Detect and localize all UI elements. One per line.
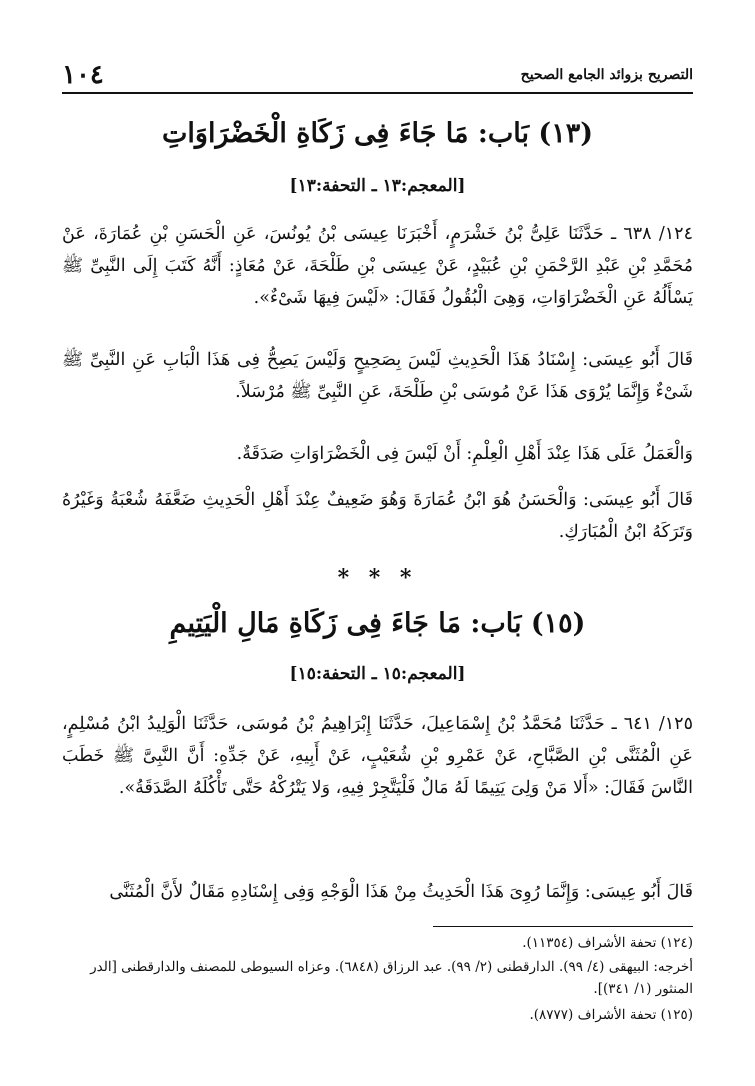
hadith-125: ١٢٥/ ٦٤١ ـ حَدَّثَنَا مُحَمَّدُ بْنُ إِسْمَاعِيلَ، حَدَّثَنَا إِبْرَاهِيمُ بْنُ مُوسَى، حَدَّثَنَا الْوَلِيدُ ابْنُ مُسْلِمٍ، عَنِ الْمُثَنَّى بْنِ الصَّبَّاحِ، عَنْ عَمْرِو بْنِ شُعَيْبٍ، عَنْ أَبِيهِ، عَنْ جَدِّهِ: أَنَّ النَّبِىَّ ﷺ خَطَبَ النَّاسَ فَقَالَ: «أَلا مَنْ وَلِىَ يَتِيمًا لَهُ مَالٌ فَلْيَتَّجِرْ فِيهِ، وَلا يَتْرُكْهُ حَتَّى تَأْكُلَهُ الصَّدَقَةُ». bbox=[62, 714, 693, 798]
chapter-heading-15: (١٥) بَاب: مَا جَاءَ فِى زَكَاةِ مَالِ الْيَتِيمِ bbox=[169, 608, 586, 639]
hadith-124: ١٢٤/ ٦٣٨ ـ حَدَّثَنَا عَلِىُّ بْنُ خَشْرَمٍ، أَخْبَرَنَا عِيسَى بْنُ يُونُسَ، عَنِ الْحَسَنِ بْنِ عُمَارَةَ، عَنْ مُحَمَّدِ بْنِ عَبْدِ الرَّحْمَنِ بْنِ عُبَيْدٍ، عَنْ عِيسَى بْنِ طَلْحَةَ، عَنْ مُعَاذٍ: أَنَّهُ كَتَبَ إِلَى النَّبِىِّ ﷺ يَسْأَلُهُ عَنِ الْخَضْرَاوَاتِ، وَهِىَ الْبُقُولُ فَقَالَ: «لَيْسَ فِيهَا شَىْءٌ». bbox=[62, 224, 693, 308]
book-title: التصريح بزوائد الجامع الصحيح bbox=[520, 67, 693, 83]
section-separator: * * * bbox=[337, 565, 418, 591]
footnote-124-sources: أخرجه: البيهقى (٤/ ٩٩). الدارقطنى (٢/ ٩٩). عبد الرزاق (٦٨٤٨). وعزاه السيوطى للمصنف والدارقطنى [الدر المنثور (١/ ٣٤١)]. bbox=[90, 959, 693, 997]
commentary-124-isnad: قَالَ أَبُو عِيسَى: إِسْنَادُ هَذَا الْحَدِيثِ لَيْسَ بِصَحِيحٍ وَلَيْسَ يَصِحُّ فِى هَذَا الْبَابِ عَنِ النَّبِىِّ ﷺ شَىْءٌ وَإِنَّمَا يُرْوَى هَذَا عَنْ مُوسَى بْنِ طَلْحَةَ، عَنِ النَّبِىِّ ﷺ مُرْسَلاً. bbox=[62, 350, 693, 402]
running-header bbox=[62, 58, 693, 94]
footnote-124: (١٢٤) تحفة الأشراف (١١٣٥٤). bbox=[522, 935, 693, 951]
chapter-heading-13: (١٣) بَاب: مَا جَاءَ فِى زَكَاةِ الْخَضْرَاوَاتِ bbox=[161, 118, 593, 149]
commentary-124-practice: وَالْعَمَلُ عَلَى هَذَا عِنْدَ أَهْلِ الْعِلْمِ: أَنْ لَيْسَ فِى الْخَضْرَاوَاتِ صَدَقَةٌ. bbox=[236, 444, 693, 464]
commentary-125: قَالَ أَبُو عِيسَى: وَإِنَّمَا رُوِىَ هَذَا الْحَدِيثُ مِنْ هَذَا الْوَجْهِ وَفِى إِسْنَادِهِ مَقَالٌ لأَنَّ الْمُثَنَّى bbox=[109, 882, 693, 902]
chapter-reference-13: [المعجم:١٣ ـ التحفة:١٣] bbox=[289, 176, 466, 196]
page-number: ١٠٤ bbox=[62, 60, 104, 90]
footnote-125: (١٢٥) تحفة الأشراف (٨٧٧٧). bbox=[529, 1007, 693, 1023]
footnote-rule bbox=[433, 926, 693, 927]
commentary-124-narrator: قَالَ أَبُو عِيسَى: وَالْحَسَنُ هُوَ ابْنُ عُمَارَةَ وَهُوَ ضَعِيفٌ عِنْدَ أَهْلِ الْحَدِيثِ ضَعَّفَهُ شُعْبَةُ وَغَيْرُهُ وَتَرَكَهُ ابْنُ الْمُبَارَكِ. bbox=[62, 490, 693, 542]
chapter-reference-15: [المعجم:١٥ ـ التحفة:١٥] bbox=[289, 664, 466, 684]
